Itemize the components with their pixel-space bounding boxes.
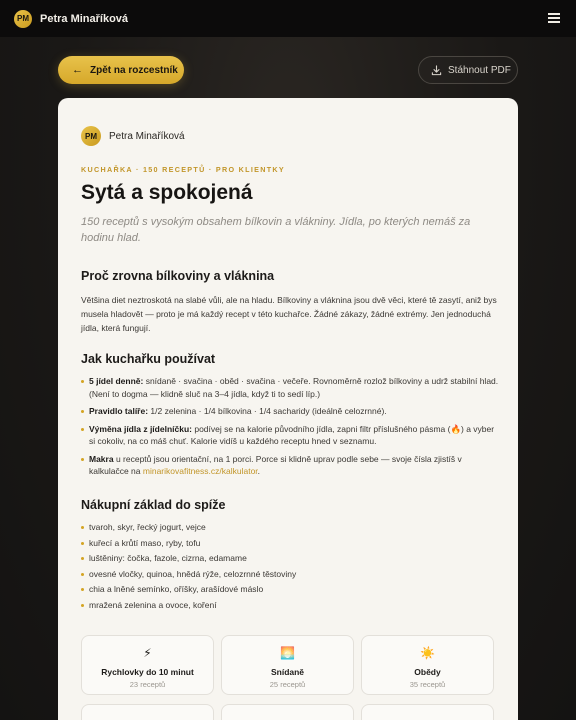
howto-item-tail: .	[257, 466, 261, 476]
howto-item-bold: 5 jídel denně:	[89, 376, 144, 386]
category-tile-partial[interactable]	[361, 704, 494, 720]
category-count: 25 receptů	[269, 680, 306, 689]
list-item	[81, 375, 501, 400]
calculator-link[interactable]: minarikovafitness.cz/kalkulator	[142, 466, 258, 476]
author-avatar: PM	[81, 126, 101, 146]
howto-item-bold: Pravidlo talíře:	[89, 406, 149, 416]
author	[81, 126, 185, 146]
page-title: Sytá a spokojená	[81, 181, 253, 204]
list-item	[81, 453, 501, 478]
howto-list	[81, 375, 501, 483]
category-tile-breakfast[interactable]	[221, 635, 354, 695]
lightning-icon: ⚡	[143, 646, 152, 660]
author-name: Petra Minaříková	[109, 130, 185, 142]
category-count: 35 receptů	[409, 680, 446, 689]
eyebrow-label: KUCHAŘKA · 150 RECEPTŮ · PRO KLIENTKY	[81, 165, 285, 174]
why-paragraph: Většina diet neztroskotá na slabé vůli, ale na hladu. Bílkoviny a vláknina jsou dvě věci, které tě zasytí, aniž bys musela hladovět — proto je má každý recept v této kuchařce. Žádné zákazy, žádné extrémy. Jen jednoduchá jídla, která fungují.	[81, 295, 497, 333]
brand-name[interactable]: Petra Minaříková	[40, 12, 129, 25]
howto-item-bold: Makra	[89, 453, 114, 464]
list-item: tvaroh, skyr, řecký jogurt, vejce	[81, 521, 501, 534]
category-title: Rychlovky do 10 minut	[101, 667, 194, 677]
download-icon	[431, 65, 442, 76]
howto-item-bold: Výměna jídla z jídelníčku:	[89, 423, 192, 434]
download-pdf-button[interactable]	[418, 56, 518, 84]
category-count: 23 receptů	[129, 680, 166, 689]
howto-item-text: 1/2 zelenina · 1/4 bílkovina · 1/4 sacharidy (ideálně celozrnné).	[148, 406, 387, 416]
list-item	[81, 405, 501, 418]
category-title: Snídaně	[270, 667, 305, 677]
list-item: chia a lněné semínko, oříšky, arašídové máslo	[81, 583, 501, 596]
hamburger-menu-icon[interactable]	[548, 13, 560, 23]
brand-avatar: PM	[14, 10, 32, 28]
cookbook-card	[58, 98, 518, 720]
top-bar	[0, 0, 576, 37]
sun-icon: ☀️	[420, 646, 435, 660]
page-subtitle: 150 receptů s vysokým obsahem bílkovin a vlákniny. Jídla, po kterých nemáš za hodinu hlad.	[81, 216, 471, 244]
category-tile-partial[interactable]	[81, 704, 214, 720]
pantry-list	[81, 521, 501, 615]
howto-item-text: u receptů jsou orientační, na 1 porci. Porce si klidně uprav podle sebe — svoje čísla zjistíš v kalkulačce na	[89, 453, 462, 476]
category-tile-quick[interactable]	[81, 635, 214, 695]
howto-heading: Jak kuchařku používat	[81, 352, 216, 366]
back-to-hub-button[interactable]	[58, 56, 184, 84]
list-item: mražená zelenina a ovoce, koření	[81, 599, 501, 612]
howto-item-text: podívej se na kalorie původního jídla, zapni filtr příslušného pásma (🔥) a vyber si cokoliv, na co máš chuť. Kalorie vidíš u každého receptu hned v seznamu.	[89, 423, 495, 446]
list-item: kuřecí a krůtí maso, ryby, tofu	[81, 537, 501, 550]
howto-item-text: snídaně · svačina · oběd · svačina · večeře. Rovnoměrně rozlož bílkoviny a udrž stabilní hlad. (Není to dogma — klidně sluč na 3–4 jídla, když ti to sedí líp.)	[89, 376, 499, 399]
category-tile-partial[interactable]	[221, 704, 354, 720]
why-heading: Proč zrovna bílkoviny a vláknina	[81, 269, 275, 283]
arrow-left-icon: ←	[72, 64, 83, 76]
back-button-label: Zpět na rozcestník	[90, 64, 178, 76]
category-title: Obědy	[414, 667, 441, 677]
download-pdf-label: Stáhnout PDF	[448, 64, 511, 76]
sunrise-icon: 🌅	[280, 646, 295, 660]
list-item: luštěniny: čočka, fazole, cizrna, edamame	[81, 552, 501, 565]
pantry-heading: Nákupní základ do spíže	[81, 498, 226, 512]
list-item	[81, 423, 501, 448]
category-tile-lunch[interactable]	[361, 635, 494, 695]
list-item: ovesné vločky, quinoa, hnědá rýže, celozrnné těstoviny	[81, 568, 501, 581]
